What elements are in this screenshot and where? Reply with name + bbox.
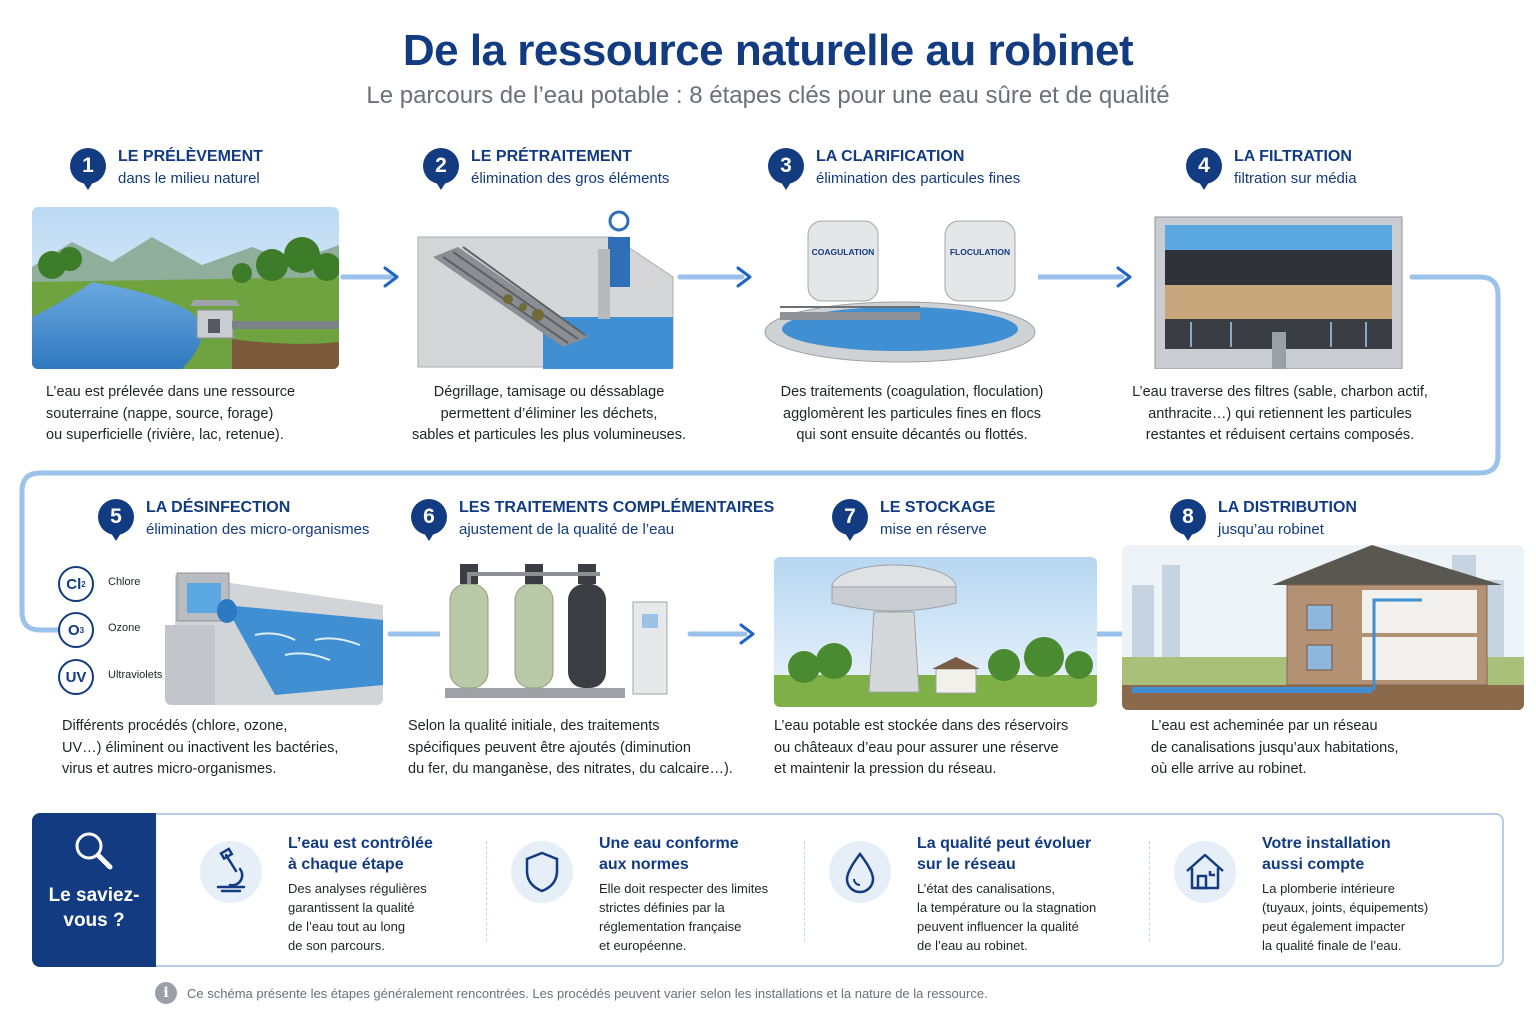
step-6-title: LES TRAITEMENTS COMPLÉMENTAIRES bbox=[459, 499, 775, 516]
step-3-description: Des traitements (coagulation, floculation) agglomèrent les particules fines en flocs qui sont ensuite décantés ou flottés. bbox=[780, 384, 1044, 443]
info-icon: i bbox=[155, 982, 177, 1004]
step-3-title: LA CLARIFICATION bbox=[816, 148, 965, 165]
step-1-badge: 1 bbox=[70, 148, 106, 184]
step-4-badge: 4 bbox=[1186, 148, 1222, 184]
step-2-badge: 2 bbox=[423, 148, 459, 184]
step-5-subtitle: élimination des micro-organismes bbox=[146, 521, 370, 538]
complementary-treatment-illustration bbox=[440, 560, 675, 705]
river-intake-illustration bbox=[32, 207, 339, 369]
step-6-badge: 6 bbox=[411, 499, 447, 535]
disinfection-basin-illustration bbox=[165, 565, 383, 705]
step-4-description: L’eau traverse des filtres (sable, charbon actif, anthracite…) qui retiennent les particules restantes et réduisent certains composés. bbox=[1132, 384, 1428, 443]
footnote-text: Ce schéma présente les étapes généralement rencontrées. Les procédés peuvent varier selon les installations et la nature de la ressource. bbox=[187, 986, 988, 1001]
step-4-subtitle: filtration sur média bbox=[1234, 170, 1357, 187]
ozone-icon: O 3 bbox=[58, 612, 94, 648]
house-tap-icon bbox=[1174, 841, 1236, 903]
page-subtitle: Le parcours de l’eau potable : 8 étapes clés pour une eau sûre et de qualité bbox=[366, 82, 1170, 109]
step-7-title: LE STOCKAGE bbox=[880, 499, 996, 516]
step-8-subtitle: jusqu’au robinet bbox=[1218, 521, 1324, 538]
uv-icon: UV bbox=[58, 659, 94, 695]
water-drop-icon bbox=[829, 841, 891, 903]
magnifier-icon bbox=[70, 827, 116, 873]
step-1-subtitle: dans le milieu naturel bbox=[118, 170, 260, 187]
fact-divider bbox=[1149, 841, 1150, 941]
step-5-title: LA DÉSINFECTION bbox=[146, 499, 291, 516]
step-7-description: L’eau potable est stockée dans des réservoirs ou châteaux d’eau pour assurer une réserve et maintenir la pression du réseau. bbox=[774, 718, 1069, 777]
flocculation-label: FLOCULATION bbox=[949, 247, 1011, 257]
shield-icon bbox=[511, 841, 573, 903]
step-2-title: LE PRÉTRAITEMENT bbox=[471, 148, 632, 165]
chlorine-icon: Cl 2 bbox=[58, 566, 94, 602]
did-you-know-panel: Le saviez- vous ? L’eau est contrôlée à chaque étape Des analyses régulières garantissent la qualité de l’eau tout au long de son parcours. Une eau conforme aux normes Elle doit respecter des limites strictes définies par la réglementation française et européenne. La qualité peut évoluer sur le réseau L’état des canalisations, la température ou la stagnation peuvent influencer la qualité de l’eau au robinet. Votre installation aussi compte La plomberie intérieure (tuyaux, joints, équipements) peut également impacter la qualité finale de l’eau. bbox=[32, 813, 1504, 967]
page-title: De la ressource naturelle au robinet bbox=[402, 26, 1134, 75]
clarification-tanks-illustration bbox=[760, 207, 1038, 369]
step-8-title: LA DISTRIBUTION bbox=[1218, 499, 1357, 516]
fact-divider bbox=[486, 841, 487, 941]
step-1-description: L’eau est prélevée dans une ressource souterraine (nappe, source, forage) ou superficielle (rivière, lac, retenue). bbox=[46, 384, 296, 443]
step-1-title: LE PRÉLÈVEMENT bbox=[118, 148, 263, 165]
step-4-title: LA FILTRATION bbox=[1234, 148, 1352, 165]
step-8-badge: 8 bbox=[1170, 499, 1206, 535]
microscope-icon bbox=[200, 841, 262, 903]
coagulation-label: COAGULATION bbox=[811, 247, 875, 257]
screening-illustration bbox=[413, 207, 677, 369]
step-6-description: Selon la qualité initiale, des traitements spécifiques peuvent être ajoutés (diminution du fer, du manganèse, des nitrates, du calcaire…). bbox=[408, 718, 733, 777]
step-6-subtitle: ajustement de la qualité de l’eau bbox=[459, 521, 675, 538]
step-2-subtitle: élimination des gros éléments bbox=[471, 170, 670, 187]
step-3-subtitle: élimination des particules fines bbox=[816, 170, 1021, 187]
filtration-media-illustration bbox=[1150, 207, 1407, 369]
step-5-description: Différents procédés (chlore, ozone, UV…) éliminent ou inactivent les bactéries, virus et autres micro-organismes. bbox=[62, 718, 339, 777]
house-distribution-illustration bbox=[1122, 545, 1524, 710]
step-7-badge: 7 bbox=[832, 499, 868, 535]
did-you-know-label: Le saviez- vous ? bbox=[32, 813, 156, 967]
step-8-description: L’eau est acheminée par un réseau de canalisations jusqu’aux habitations, où elle arrive au robinet. bbox=[1151, 718, 1399, 777]
step-5-badge: 5 bbox=[98, 499, 134, 535]
step-3-badge: 3 bbox=[768, 148, 804, 184]
fact-divider bbox=[804, 841, 805, 941]
step-7-subtitle: mise en réserve bbox=[880, 521, 987, 538]
step-2-description: Dégrillage, tamisage ou déssablage permettent d’éliminer les déchets, sables et particules les plus volumineuses. bbox=[411, 384, 687, 443]
water-tower-illustration bbox=[774, 557, 1097, 707]
